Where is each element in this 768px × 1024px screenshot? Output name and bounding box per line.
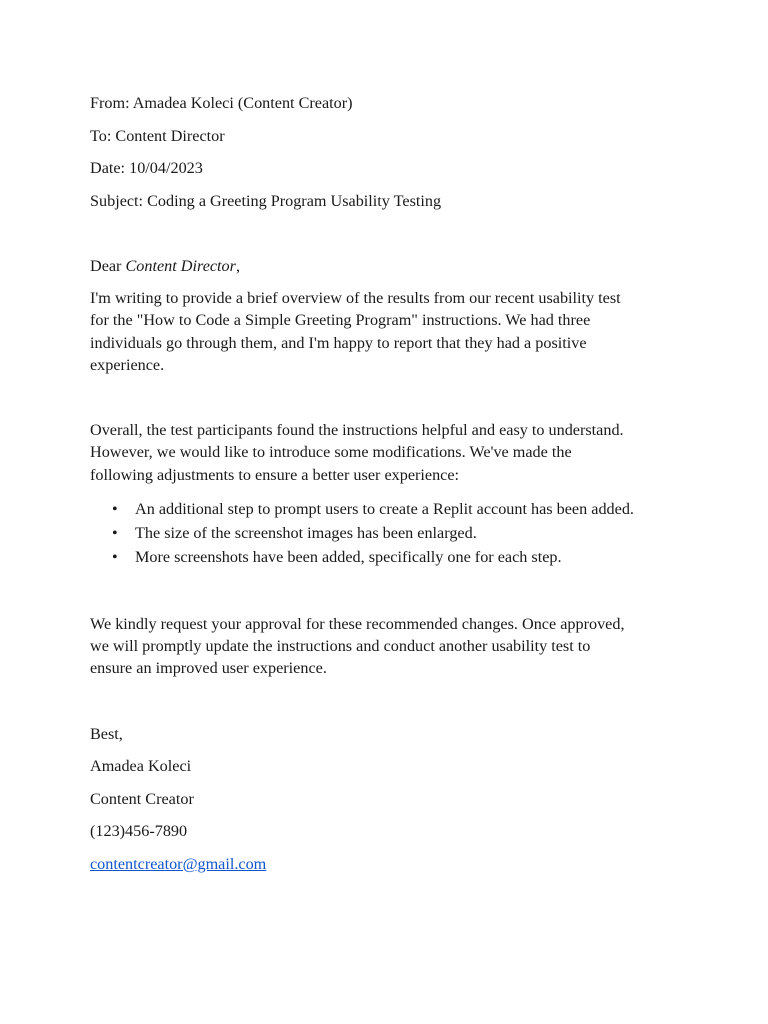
paragraph-line: However, we would like to introduce some modifications. We've made the <box>90 443 572 462</box>
subject-line: Subject: Coding a Greeting Program Usability Testing <box>90 191 442 210</box>
paragraph-findings <box>90 419 690 486</box>
paragraph-line: individuals go through them, and I'm happy to report that they had a positive <box>90 333 587 352</box>
date-line: Date: 10/04/2023 <box>90 159 203 177</box>
list-item-text: More screenshots have been added, specifically one for each step. <box>135 548 562 567</box>
signoff: Best, <box>90 724 123 743</box>
list-item-text: An additional step to prompt users to create a Replit account has been added. <box>135 500 634 519</box>
list-item <box>112 521 735 545</box>
paragraph-line: I'm writing to provide a brief overview of the results from our recent usability test <box>90 289 621 307</box>
salutation-suffix: , <box>235 256 240 275</box>
list-item <box>112 545 735 569</box>
paragraph-line: We kindly request your approval for these recommended changes. Once approved, <box>90 614 625 633</box>
signature-title: Content Creator <box>90 789 194 808</box>
spacer <box>90 570 700 613</box>
list-item-text: The size of the screenshot images has been enlarged. <box>135 524 477 543</box>
email-link[interactable]: contentcreator@gmail.com <box>90 854 267 873</box>
bullet-icon: • <box>112 500 118 519</box>
salutation-prefix: Dear <box>90 256 126 275</box>
paragraph-line: following adjustments to ensure a better user experience: <box>90 465 460 484</box>
paragraph-line: for the "How to Code a Simple Greeting Program" instructions. We had three <box>90 311 591 330</box>
bullet-icon: • <box>112 548 118 567</box>
paragraph-line: experience. <box>90 355 165 374</box>
changes-list <box>90 497 735 570</box>
salutation <box>90 255 700 277</box>
signature-email-line <box>90 853 700 875</box>
paragraph-overview <box>90 287 680 376</box>
paragraph-request <box>90 613 690 680</box>
spacer <box>90 680 700 723</box>
paragraph-line: ensure an improved user experience. <box>90 659 327 678</box>
salutation-recipient: Content Director <box>125 256 236 275</box>
signature-name: Amadea Koleci <box>90 757 192 776</box>
from-line: From: Amadea Koleci (Content Creator) <box>90 94 353 112</box>
to-line: To: Content Director <box>90 126 225 145</box>
list-item <box>112 497 735 521</box>
paragraph-line: we will promptly update the instructions and conduct another usability test to <box>90 636 591 655</box>
signature-phone: (123)456-7890 <box>90 822 188 841</box>
spacer <box>90 376 700 419</box>
memo-header <box>90 92 700 212</box>
signature-block <box>90 723 700 875</box>
memo-document <box>90 92 700 875</box>
paragraph-line: Overall, the test participants found the instructions helpful and easy to understand. <box>90 421 624 440</box>
bullet-icon: • <box>112 524 118 543</box>
spacer <box>90 212 700 255</box>
